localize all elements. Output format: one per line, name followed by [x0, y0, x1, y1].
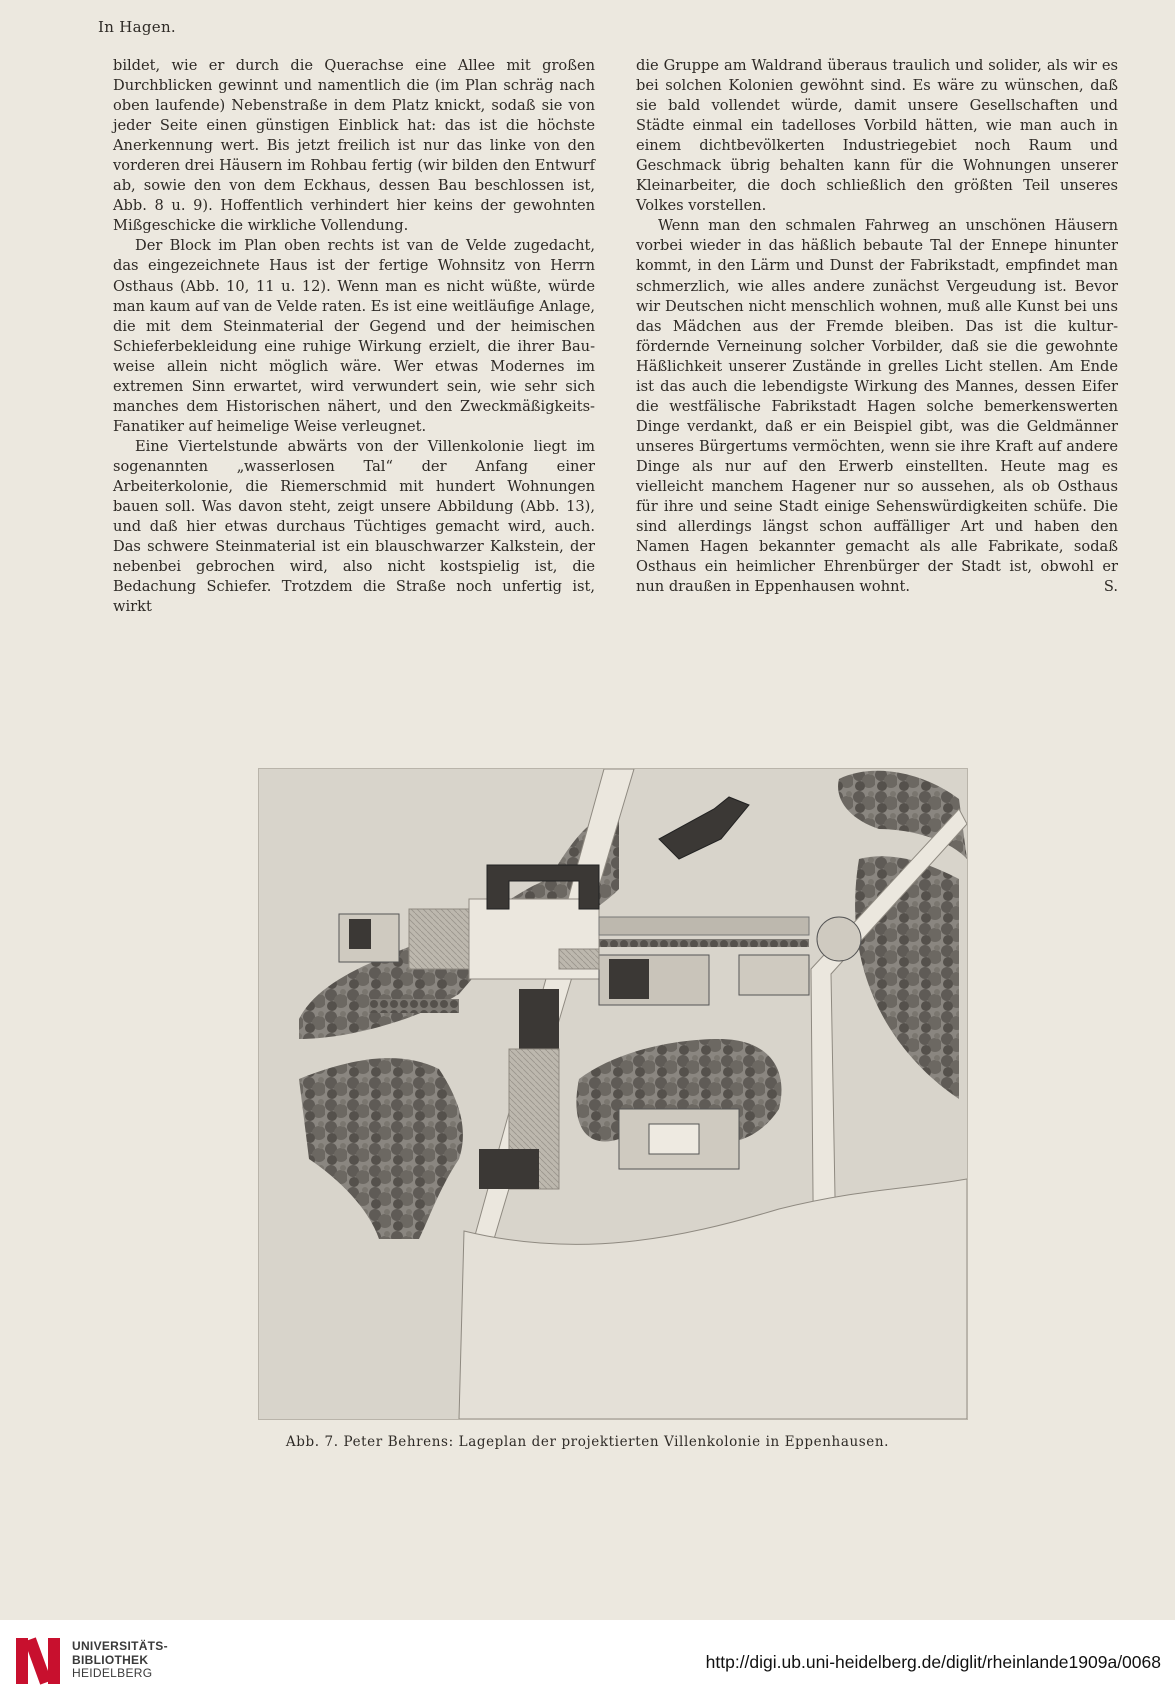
hedge-west [369, 999, 459, 1013]
allee-hedge-row [599, 939, 809, 947]
university-library-logo [14, 1636, 64, 1686]
right-text-column [636, 56, 1118, 597]
garden-beds-east [559, 949, 599, 969]
house-south [479, 1149, 539, 1189]
library-name [72, 1640, 168, 1681]
library-name-line2: BIBLIOTHEK [72, 1652, 149, 1667]
permalink-url[interactable]: http://digi.ub.uni-heidelberg.de/diglit/rheinlande1909a/0068 [705, 1652, 1161, 1672]
figure-caption: Abb. 7. Peter Behrens: Lageplan der projektierten Villenkolonie in Eppenhausen. [285, 1434, 890, 1450]
left-text-column [113, 56, 595, 617]
left-paragraph-1: bildet, wie er durch die Querachse eine Allee mit großen Durchblicken gewinnt und namentlich die (im Plan schräg nach oben laufende) Nebenstraße in dem Platz knickt, sodaß sie von jeder Seite einen günstigen Einblick hat: das ist die höchste Anerkennung wert. Bis jetzt freilich ist nur das linke von den vorderen drei Häusern im Rohbau fertig (wir bilden den Entwurf ab, sowie den von dem Eckhaus, dessen Bau beschlossen ist, Abb. 8 u. 9). Hoffentlich verhindert hier keins der gewohnten Mißgeschicke die wirkliche Vollendung. [113, 57, 595, 235]
pavilion-rotunda [817, 917, 861, 961]
right-paragraph-2 [636, 216, 1118, 597]
corner-house-roof [609, 959, 649, 999]
digitization-footer [0, 1620, 1175, 1704]
allee-promenade [599, 917, 809, 935]
left-paragraph-2: Der Block im Plan oben rechts ist van de Velde zugedacht, das eingezeichnete Haus ist der fertige Wohnsitz von Herrn Osthaus (Abb. 10, 11 u. 12). Wenn man es nicht wüßte, würde man kaum auf van de Velde raten. Es ist eine weitläufige Anlage, die mit dem Steinmaterial der Gegend und der heimischen Schieferbekleidung eine ruhige Wirkung erzielt, die ihrer Bauweise allein nicht möglich wäre. Wer etwas Modernes im extremen Sinn erwartet, wird verwundert sein, wie sehr sich manches dem Historischen nähert, und den Zweckmäßigkeits-Fanatiker auf heimelige Weise verleugnet. [113, 237, 595, 435]
running-head: In Hagen. [98, 18, 176, 36]
left-paragraph-3: Eine Viertelstunde abwärts von der Villenkolonie liegt im sogenannten „wasserlosen Tal“ der Anfang einer Arbeiterkolonie, die Riemerschmid mit hundert Wohnungen bauen soll. Was davon steht, zeigt unsere Abbildung (Abb. 13), und daß hier etwas durchaus Tüchtiges gemacht wird, auch. Das schwere Steinmaterial ist ein blauschwarzer Kalkstein, der nebenbei gebrochen wird, also nicht kostspielig ist, die Bedachung Schiefer. Trotzdem die Straße noch unfertig ist, wirkt [113, 437, 595, 616]
garden-pool [649, 1124, 699, 1154]
villa-west-roof [349, 919, 371, 949]
library-name-line3: HEIDELBERG [72, 1666, 153, 1680]
right-paragraph-2-text: Wenn man den schmalen Fahrweg an unschönen Häusern vorbei wieder in das häßlich bebaute Tal der Ennepe hinunter kommt, in den Lärm und Dunst der Fabrikstadt, empfindet man schmerzlich, wie alles andere zunächst Vergeudung ist. Bevor wir Deutschen nicht menschlich wohnen, muß alle Kunst bei uns das Mädchen aus der Fremde bleiben. Das ist die kulturfördernde Verneinung solcher Vorbilder, daß sie die gewohnte Häßlichkeit unserer Zustände in grelles Licht stellen. Am Ende ist das auch die lebendigste Wirkung des Mannes, dessen Eifer die westfälische Fabrikstadt Hagen solche bemerkenswerten Dinge verdankt, daß er ein Beispiel gibt, was die Geldmänner unseres Bürgertums vermöchten, wenn sie ihre Kraft auf andere Dinge als nur auf den Erwerb einstellten. Heute mag es vielleicht manchem Hagener nur so aussehen, als ob Osthaus für ihre und seine Stadt einige Sehenswürdigkeiten schüfe. Die sind allerdings längst schon auffälliger Art und haben den Namen Hagen bekannter gemacht als alle Fabrikate, sodaß Osthaus ein heimlicher Ehrenbürger der Stadt ist, obwohl er nun draußen in Eppenhausen wohnt. [636, 217, 1118, 596]
house-west-gable [519, 989, 559, 1049]
site-plan-drawing [259, 769, 967, 1419]
right-paragraph-1: die Gruppe am Waldrand überaus traulich und solider, als wir es bei solchen Kolonien gewöhnt sind. Es wäre zu wünschen, daß sie bald vollendet würde, damit unsere Gesellschaften und Städte einmal ein tadelloses Vorbild hätten, wie man auch in einem dichtbevölkerten Industriegebiet noch Raum und Geschmack übrig behalten kann für die Wohnungen unserer Kleinarbeiter, die doch schließlich den größten Teil unseres Volkes vorstellen. [636, 57, 1118, 215]
library-name-line1: UNIVERSITÄTS- [72, 1639, 168, 1653]
author-signature: S. [1103, 578, 1118, 596]
house-east [739, 955, 809, 995]
site-plan-figure [258, 768, 968, 1420]
garden-beds-west [409, 909, 469, 969]
